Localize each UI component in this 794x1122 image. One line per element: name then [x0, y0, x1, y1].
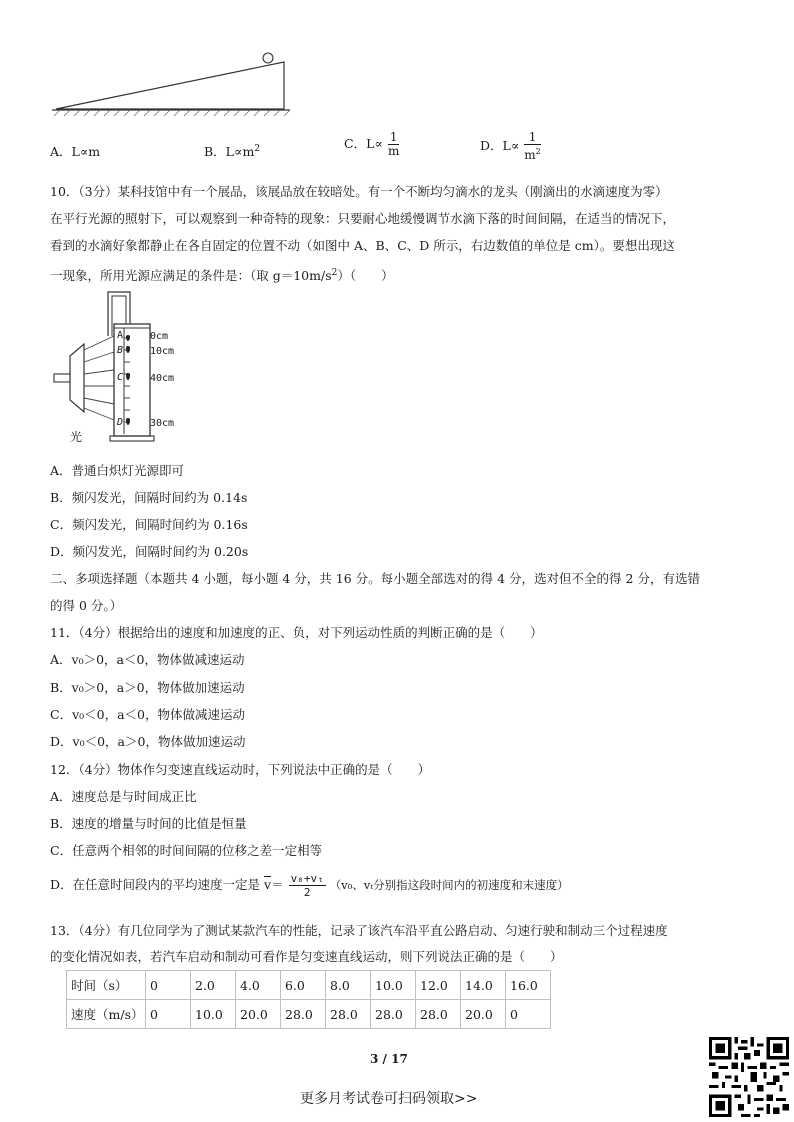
table-cell: 8.0 [326, 971, 371, 1000]
q12-option-d-vbar: $\overline{v}$ [264, 877, 272, 892]
q10-stem-line-4-suffix: ）（ ） [337, 268, 394, 284]
q11-option-c: C．v₀＜0，a＜0，物体做减速运动 [50, 707, 245, 722]
table-cell: 0 [506, 1000, 551, 1029]
q12-option-d [50, 872, 569, 899]
table-cell: 0 [146, 1000, 191, 1029]
table-header-speed: 速度（m/s） [67, 1000, 146, 1029]
q11-stem: 11．（4分）根据给出的速度和加速度的正、负，对下列运动性质的判断正确的是（ ） [50, 625, 543, 640]
q10-stem-line-2: 在平行光源的照射下，可以观察到一种奇特的现象：只要耐心地缓慢调节水滴下落的时间间隔，在适当的情况下， [50, 211, 676, 226]
table-cell: 10.0 [191, 1000, 236, 1029]
q12-option-a: A．速度总是与时间成正比 [50, 789, 197, 804]
table-header-time: 时间（s） [67, 971, 146, 1000]
q12-option-d-suffix: （v₀、vₜ分别指这段时间内的初速度和末速度） [329, 878, 569, 892]
table-cell: 20.0 [236, 1000, 281, 1029]
footer-promo-link[interactable]: 更多月考试卷可扫码领取>> [300, 1091, 478, 1107]
scale-label-30: 30cm [150, 418, 175, 429]
q10-stem-line-4-sup: 2 [331, 268, 338, 278]
q12-stem: 12．（4分）物体作匀变速直线运动时，下列说法中正确的是（ ） [50, 762, 431, 777]
q11-option-d: D．v₀＜0，a＞0，物体做加速运动 [50, 734, 246, 749]
q12-option-b: B．速度的增量与时间的比值是恒量 [50, 816, 247, 831]
table-cell: 12.0 [416, 971, 461, 1000]
table-cell: 4.0 [236, 971, 281, 1000]
drop-label-b: B [117, 345, 124, 356]
q9-option-c [344, 131, 399, 158]
drop-label-c: C [117, 372, 124, 383]
q9-option-c-fraction [388, 131, 400, 158]
q9-option-d-den-base: m [524, 148, 536, 162]
table-cell: 2.0 [191, 971, 236, 1000]
light-label: 光 [70, 430, 83, 444]
q13-stem-line-1: 13．（4分）有几位同学为了测试某款汽车的性能，记录了该汽车沿平直公路启动、匀速行驶和制动三个过程速度 [50, 923, 668, 938]
table-cell: 28.0 [416, 1000, 461, 1029]
q9-option-d-fraction [524, 131, 540, 162]
q10-option-b: B．频闪发光，间隔时间约为 0.14s [50, 490, 248, 505]
table-cell: 28.0 [326, 1000, 371, 1029]
q9-option-c-numerator: 1 [389, 130, 398, 144]
q10-stem-line-4 [50, 264, 394, 285]
q9-option-c-text: C．L∝ [344, 136, 383, 151]
q10-option-d: D．频闪发光，间隔时间约为 0.20s [50, 544, 249, 559]
q10-stem-line-1: 10．（3分）某科技馆中有一个展品，该展品放在较暗处。有一个不断均匀滴水的龙头（刚滴出的水滴速度为零） [50, 184, 668, 199]
qr-code-icon[interactable] [708, 1037, 790, 1117]
q9-option-b [204, 142, 260, 160]
q12-option-d-fraction [289, 872, 326, 899]
q9-option-d-denominator [524, 145, 540, 162]
scale-label-0: 0cm [150, 331, 169, 342]
section2-heading-line-2: 的得 0 分。） [50, 598, 123, 613]
q9-option-b-text: B．L∝m [204, 144, 255, 159]
table-cell: 28.0 [371, 1000, 416, 1029]
table-cell: 28.0 [281, 1000, 326, 1029]
q12-option-c: C．任意两个相邻的时间间隔的位移之差一定相等 [50, 843, 323, 858]
table-cell: 10.0 [371, 971, 416, 1000]
scale-label-10: 10cm [150, 346, 175, 357]
q10-stem-line-4-text: 一现象，所用光源应满足的条件是：（取 g＝10m/s [50, 268, 332, 284]
section2-heading-line-1: 二、多项选择题（本题共 4 小题，每小题 4 分，共 16 分。每小题全部选对的得 4 分，选对但不全的得 2 分，有选错 [50, 571, 700, 586]
q11-option-b: B．v₀＞0，a＞0，物体做加速运动 [50, 680, 245, 695]
q9-option-a: A．L∝m [50, 144, 101, 159]
q10-stem-line-3: 看到的水滴好象都静止在各自固定的位置不动（如图中 A、B、C、D 所示，右边数值的单位是 cm）。要想出现这 [50, 238, 675, 253]
q13-data-table [66, 970, 551, 1029]
incline-figure [48, 52, 294, 120]
q9-option-b-sup: 2 [254, 143, 261, 154]
q12-option-d-text: D．在任意时间段内的平均速度一定是 [50, 877, 261, 892]
table-cell: 0 [146, 971, 191, 1000]
q11-option-a: A．v₀＞0，a＜0，物体做减速运动 [50, 652, 245, 667]
q12-option-d-denominator: 2 [303, 886, 311, 899]
q12-option-d-numerator: v₀+vₜ [290, 872, 324, 885]
drop-label-a: A [117, 330, 124, 341]
table-cell: 20.0 [461, 1000, 506, 1029]
q10-option-a: A．普通白炽灯光源即可 [50, 463, 185, 478]
table-cell: 16.0 [506, 971, 551, 1000]
q9-option-d-numerator: 1 [524, 131, 540, 145]
table-row [67, 971, 551, 1000]
scale-label-40: 40cm [150, 373, 175, 384]
q9-option-d [480, 131, 541, 162]
q12-option-d-equals: ＝ [271, 877, 284, 892]
q13-stem-line-2: 的变化情况如表，若汽车启动和制动可看作是匀变速直线运动，则下列说法正确的是（ ） [50, 949, 563, 964]
table-cell: 14.0 [461, 971, 506, 1000]
drop-label-d: D [117, 417, 124, 428]
q9-option-c-denominator: m [387, 144, 400, 158]
q9-option-d-text: D．L∝ [480, 138, 520, 153]
table-row [67, 1000, 551, 1029]
page-number: 3 / 17 [370, 1052, 408, 1066]
table-cell: 6.0 [281, 971, 326, 1000]
q9-option-d-den-sup: 2 [535, 147, 541, 156]
q10-option-c: C．频闪发光，间隔时间约为 0.16s [50, 517, 248, 532]
